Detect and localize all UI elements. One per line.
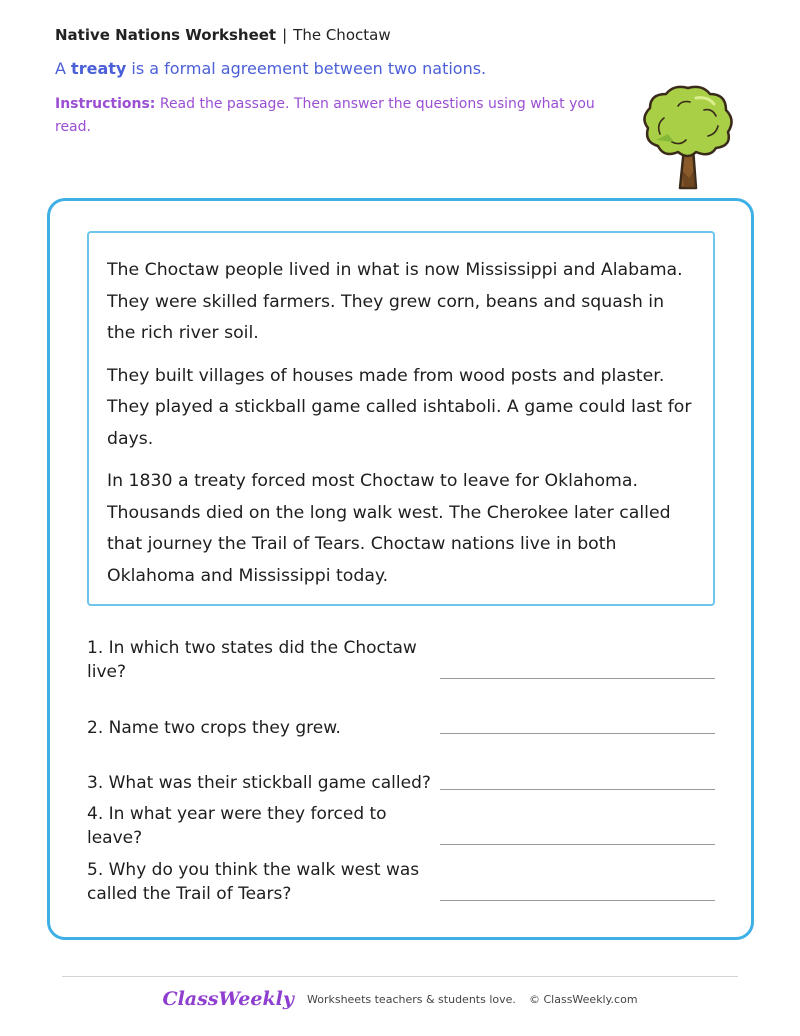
answer-line-1[interactable]	[440, 678, 715, 679]
footer-divider	[62, 976, 738, 977]
passage-paragraph: They built villages of houses made from wood posts and plaster. They played a stickball game called ishtaboli. A game could last for days.	[107, 365, 692, 449]
footer	[0, 988, 800, 1010]
header-separator: |	[282, 26, 288, 44]
question-3: 3. What was their stickball game called?	[87, 773, 431, 793]
answer-line-5[interactable]	[440, 900, 715, 901]
instructions-label: Instructions:	[55, 96, 156, 112]
footer-copyright: © ClassWeekly.com	[528, 992, 638, 1006]
definition-prefix: A	[55, 59, 66, 78]
instructions-text: Read the passage. Then answer the questions using what you read.	[55, 96, 595, 135]
question-4: 4. In what year were they forced to leave?	[87, 804, 387, 848]
answer-line-3[interactable]	[440, 789, 715, 790]
question-2: 2. Name two crops they grew.	[87, 718, 341, 738]
definition-text: is a formal agreement between two nations.	[131, 59, 487, 78]
treaty-definition	[55, 59, 486, 78]
footer-tagline: Worksheets teachers & students love.	[306, 992, 516, 1006]
worksheet-header	[55, 26, 391, 44]
definition-term: treaty	[71, 59, 127, 78]
question-1: 1. In which two states did the Choctaw live?	[87, 638, 417, 682]
answer-line-4[interactable]	[440, 844, 715, 845]
reading-passage	[87, 231, 715, 606]
classweekly-logo: ClassWeekly	[162, 988, 294, 1010]
answer-line-2[interactable]	[440, 733, 715, 734]
question-5: 5. Why do you think the walk west was called the Trail of Tears?	[87, 860, 420, 904]
passage-paragraph: In 1830 a treaty forced most Choctaw to leave for Oklahoma. Thousands died on the long walk west. The Cherokee later called that journey the Trail of Tears. Choctaw nations live in both Oklahoma and Mississippi today.	[107, 471, 671, 586]
tree-icon	[638, 84, 738, 190]
worksheet-subtitle: The Choctaw	[293, 26, 391, 44]
worksheet-title: Native Nations Worksheet	[55, 26, 277, 44]
passage-paragraph: The Choctaw people lived in what is now Mississippi and Alabama. They were skilled farmers. They grew corn, beans and squash in the rich river soil.	[107, 260, 683, 343]
instructions	[55, 93, 595, 139]
